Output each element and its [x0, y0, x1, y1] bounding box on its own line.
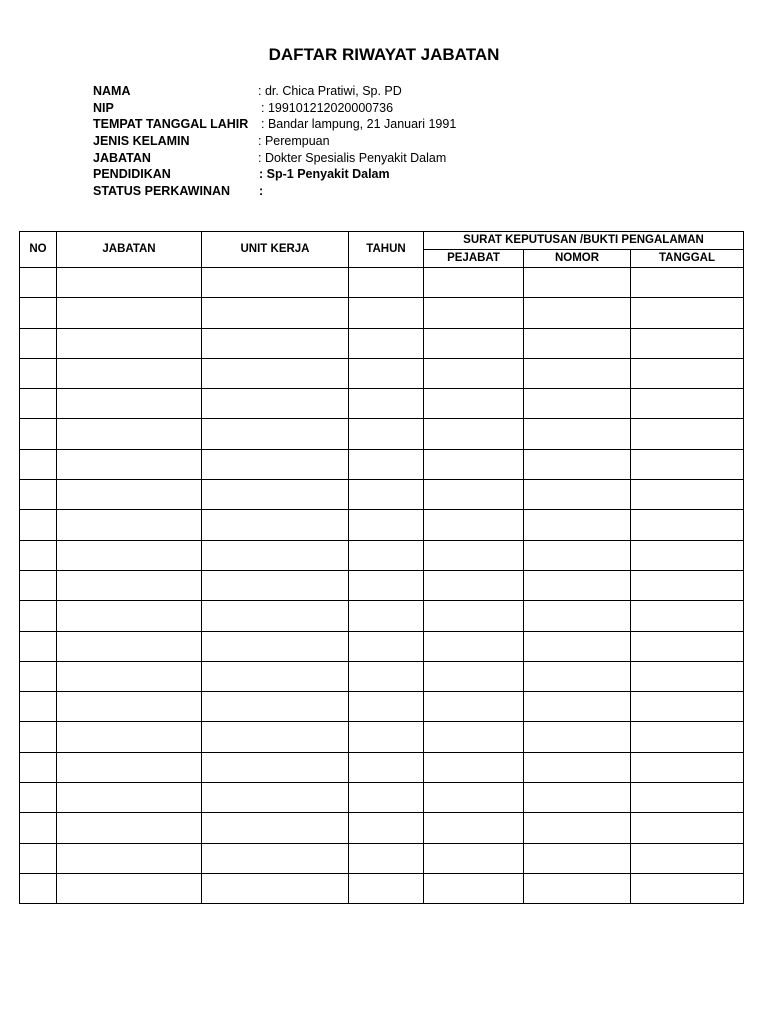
cell-tanggal	[631, 540, 744, 570]
profile-label: JABATAN	[93, 150, 151, 165]
cell-jabatan	[57, 328, 202, 358]
col-header-nomor: NOMOR	[524, 250, 631, 268]
cell-jabatan	[57, 661, 202, 691]
cell-jabatan	[57, 783, 202, 813]
cell-unit-kerja	[202, 328, 349, 358]
cell-jabatan	[57, 480, 202, 510]
profile-label: PENDIDIKAN	[93, 167, 171, 182]
cell-nomor	[524, 783, 631, 813]
cell-tahun	[349, 480, 424, 510]
cell-nomor	[524, 722, 631, 752]
cell-tahun	[349, 752, 424, 782]
cell-tahun	[349, 813, 424, 843]
table-row	[20, 510, 744, 540]
cell-unit-kerja	[202, 510, 349, 540]
cell-unit-kerja	[202, 843, 349, 873]
cell-tahun	[349, 783, 424, 813]
cell-no	[20, 783, 57, 813]
cell-unit-kerja	[202, 480, 349, 510]
cell-tahun	[349, 661, 424, 691]
cell-pejabat	[424, 298, 524, 328]
cell-jabatan	[57, 752, 202, 782]
table-row	[20, 419, 744, 449]
cell-no	[20, 722, 57, 752]
cell-nomor	[524, 692, 631, 722]
cell-unit-kerja	[202, 752, 349, 782]
cell-tanggal	[631, 510, 744, 540]
cell-tahun	[349, 631, 424, 661]
table-row	[20, 873, 744, 903]
cell-tanggal	[631, 722, 744, 752]
col-header-tanggal: TANGGAL	[631, 250, 744, 268]
cell-jabatan	[57, 389, 202, 419]
cell-tanggal	[631, 449, 744, 479]
cell-jabatan	[57, 570, 202, 600]
cell-unit-kerja	[202, 389, 349, 419]
cell-no	[20, 358, 57, 388]
cell-tahun	[349, 510, 424, 540]
cell-unit-kerja	[202, 631, 349, 661]
cell-unit-kerja	[202, 268, 349, 298]
table-row	[20, 661, 744, 691]
profile-label: JENIS KELAMIN	[93, 134, 190, 149]
cell-unit-kerja	[202, 449, 349, 479]
cell-tanggal	[631, 752, 744, 782]
profile-value: : Perempuan	[258, 134, 330, 149]
cell-nomor	[524, 661, 631, 691]
cell-tanggal	[631, 298, 744, 328]
table-row	[20, 358, 744, 388]
cell-tanggal	[631, 570, 744, 600]
cell-tanggal	[631, 358, 744, 388]
cell-pejabat	[424, 480, 524, 510]
cell-no	[20, 631, 57, 661]
cell-nomor	[524, 570, 631, 600]
cell-unit-kerja	[202, 419, 349, 449]
cell-nomor	[524, 540, 631, 570]
cell-tanggal	[631, 661, 744, 691]
cell-tahun	[349, 570, 424, 600]
table-row	[20, 449, 744, 479]
table-row	[20, 298, 744, 328]
cell-no	[20, 752, 57, 782]
col-header-pejabat: PEJABAT	[424, 250, 524, 268]
cell-nomor	[524, 389, 631, 419]
cell-no	[20, 480, 57, 510]
profile-value: : dr. Chica Pratiwi, Sp. PD	[258, 84, 402, 98]
cell-jabatan	[57, 631, 202, 661]
cell-tahun	[349, 843, 424, 873]
cell-tanggal	[631, 389, 744, 419]
col-header-tahun: TAHUN	[349, 232, 424, 268]
profile-value: : Dokter Spesialis Penyakit Dalam	[258, 150, 447, 165]
cell-no	[20, 389, 57, 419]
table-row	[20, 268, 744, 298]
cell-tahun	[349, 389, 424, 419]
cell-no	[20, 328, 57, 358]
cell-pejabat	[424, 419, 524, 449]
col-header-no: NO	[20, 232, 57, 268]
cell-pejabat	[424, 692, 524, 722]
cell-tanggal	[631, 843, 744, 873]
profile-value: : Sp-1 Penyakit Dalam	[259, 167, 390, 182]
riwayat-jabatan-table	[19, 231, 744, 904]
cell-pejabat	[424, 631, 524, 661]
cell-tahun	[349, 601, 424, 631]
cell-nomor	[524, 510, 631, 540]
profile-label: NAMA	[93, 84, 131, 98]
cell-no	[20, 843, 57, 873]
cell-unit-kerja	[202, 298, 349, 328]
cell-pejabat	[424, 843, 524, 873]
cell-unit-kerja	[202, 570, 349, 600]
cell-unit-kerja	[202, 813, 349, 843]
cell-tahun	[349, 692, 424, 722]
cell-no	[20, 510, 57, 540]
cell-jabatan	[57, 873, 202, 903]
cell-no	[20, 540, 57, 570]
cell-jabatan	[57, 449, 202, 479]
cell-tahun	[349, 722, 424, 752]
cell-pejabat	[424, 722, 524, 752]
cell-pejabat	[424, 813, 524, 843]
cell-unit-kerja	[202, 692, 349, 722]
cell-tahun	[349, 298, 424, 328]
cell-nomor	[524, 449, 631, 479]
cell-tanggal	[631, 873, 744, 903]
table-row	[20, 540, 744, 570]
cell-nomor	[524, 480, 631, 510]
cell-pejabat	[424, 601, 524, 631]
cell-tanggal	[631, 601, 744, 631]
cell-jabatan	[57, 843, 202, 873]
table-row	[20, 752, 744, 782]
table-row	[20, 843, 744, 873]
cell-tahun	[349, 449, 424, 479]
cell-pejabat	[424, 873, 524, 903]
cell-pejabat	[424, 358, 524, 388]
page-title: DAFTAR RIWAYAT JABATAN	[268, 45, 500, 64]
profile-value: :	[259, 184, 264, 199]
cell-unit-kerja	[202, 540, 349, 570]
cell-tanggal	[631, 813, 744, 843]
cell-pejabat	[424, 389, 524, 419]
cell-nomor	[524, 419, 631, 449]
cell-tanggal	[631, 631, 744, 661]
cell-tanggal	[631, 328, 744, 358]
cell-jabatan	[57, 813, 202, 843]
table-row	[20, 692, 744, 722]
cell-no	[20, 601, 57, 631]
cell-jabatan	[57, 540, 202, 570]
cell-jabatan	[57, 722, 202, 752]
table-row	[20, 631, 744, 661]
cell-tanggal	[631, 268, 744, 298]
profile-label: NIP	[93, 100, 114, 115]
table-row	[20, 783, 744, 813]
cell-no	[20, 873, 57, 903]
cell-jabatan	[57, 601, 202, 631]
cell-no	[20, 268, 57, 298]
cell-unit-kerja	[202, 783, 349, 813]
profile-value: : 199101212020000736	[261, 100, 394, 115]
cell-tahun	[349, 873, 424, 903]
col-header-surat-keputusan: SURAT KEPUTUSAN /BUKTI PENGALAMAN	[424, 232, 744, 250]
col-header-jabatan: JABATAN	[57, 232, 202, 268]
cell-pejabat	[424, 570, 524, 600]
cell-no	[20, 449, 57, 479]
cell-nomor	[524, 843, 631, 873]
cell-pejabat	[424, 752, 524, 782]
cell-unit-kerja	[202, 358, 349, 388]
cell-tanggal	[631, 419, 744, 449]
cell-tanggal	[631, 480, 744, 510]
cell-pejabat	[424, 540, 524, 570]
cell-pejabat	[424, 661, 524, 691]
cell-nomor	[524, 813, 631, 843]
profile-value: : Bandar lampung, 21 Januari 1991	[261, 117, 457, 132]
cell-jabatan	[57, 268, 202, 298]
cell-tahun	[349, 358, 424, 388]
table-row	[20, 570, 744, 600]
table-row	[20, 813, 744, 843]
cell-tahun	[349, 419, 424, 449]
cell-nomor	[524, 298, 631, 328]
cell-unit-kerja	[202, 601, 349, 631]
cell-nomor	[524, 873, 631, 903]
cell-pejabat	[424, 268, 524, 298]
cell-pejabat	[424, 510, 524, 540]
cell-unit-kerja	[202, 661, 349, 691]
cell-tahun	[349, 540, 424, 570]
cell-tahun	[349, 268, 424, 298]
cell-jabatan	[57, 692, 202, 722]
cell-jabatan	[57, 298, 202, 328]
table-row	[20, 722, 744, 752]
table-row	[20, 389, 744, 419]
cell-no	[20, 813, 57, 843]
cell-tanggal	[631, 692, 744, 722]
cell-nomor	[524, 631, 631, 661]
cell-nomor	[524, 358, 631, 388]
cell-tahun	[349, 328, 424, 358]
cell-no	[20, 419, 57, 449]
cell-no	[20, 570, 57, 600]
cell-jabatan	[57, 510, 202, 540]
cell-no	[20, 661, 57, 691]
col-header-unit-kerja: UNIT KERJA	[202, 232, 349, 268]
cell-unit-kerja	[202, 873, 349, 903]
table-row	[20, 480, 744, 510]
cell-nomor	[524, 752, 631, 782]
cell-nomor	[524, 328, 631, 358]
cell-jabatan	[57, 419, 202, 449]
cell-pejabat	[424, 783, 524, 813]
cell-tanggal	[631, 783, 744, 813]
cell-no	[20, 298, 57, 328]
table-row	[20, 328, 744, 358]
cell-nomor	[524, 268, 631, 298]
cell-pejabat	[424, 328, 524, 358]
table-row	[20, 601, 744, 631]
cell-unit-kerja	[202, 722, 349, 752]
cell-no	[20, 692, 57, 722]
cell-nomor	[524, 601, 631, 631]
profile-label: TEMPAT TANGGAL LAHIR	[93, 117, 249, 132]
cell-pejabat	[424, 449, 524, 479]
profile-label: STATUS PERKAWINAN	[93, 184, 231, 199]
cell-jabatan	[57, 358, 202, 388]
